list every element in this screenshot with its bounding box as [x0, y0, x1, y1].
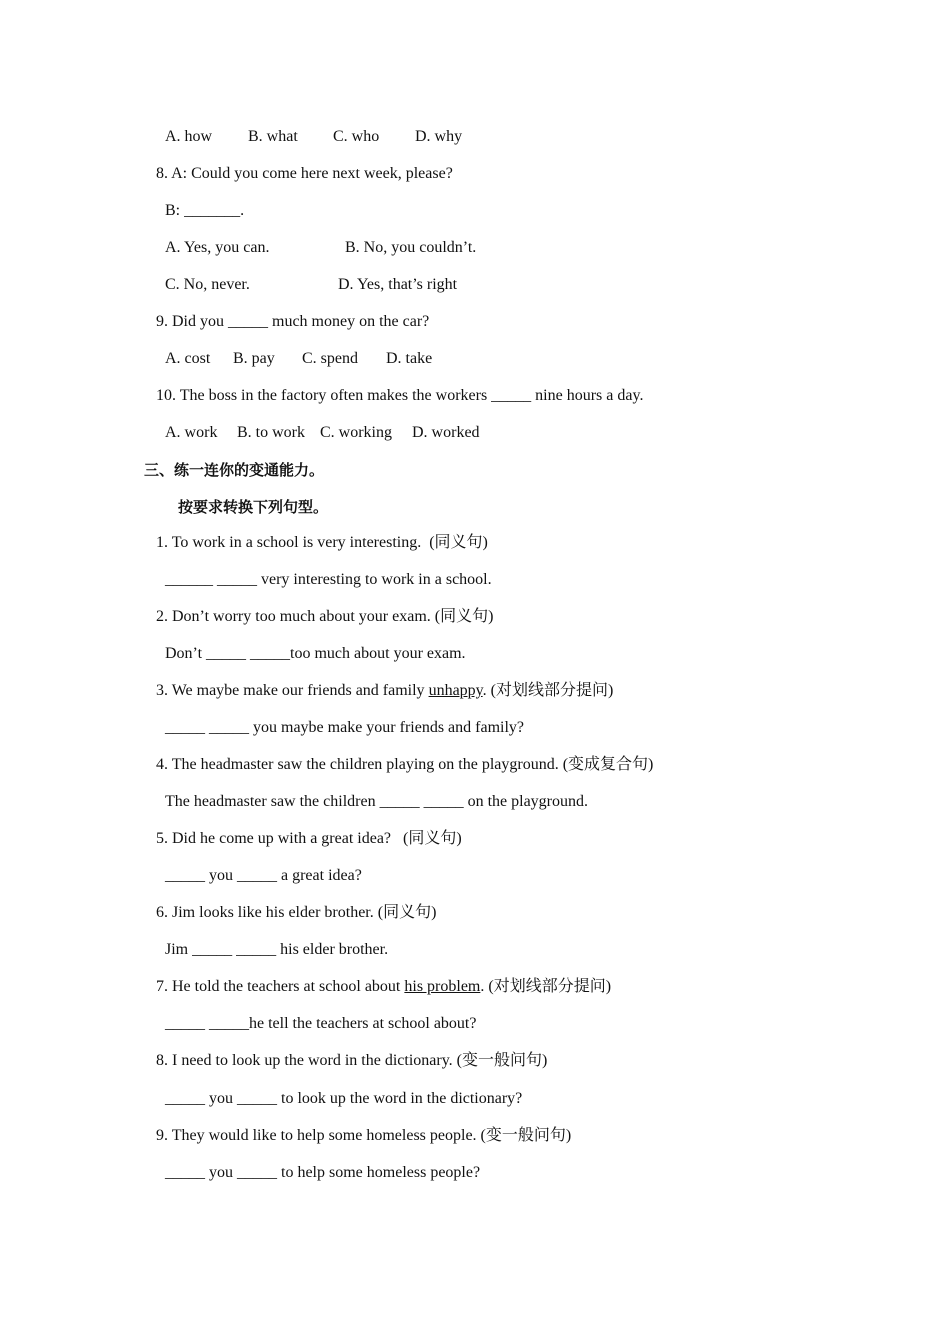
q8-option-c: C. No, never.: [165, 276, 250, 293]
item-3-question: [156, 681, 613, 701]
item-7-underlined: his problem: [404, 978, 481, 995]
q7-option-c: C. who: [333, 128, 380, 145]
item-2-question: 2. Don’t worry too much about your exam. (同义句): [156, 608, 494, 625]
item-6-question: 6. Jim looks like his elder brother. (同义句): [156, 904, 437, 921]
item-8-question: 8. I need to look up the word in the dictionary. (变一般问句): [156, 1052, 548, 1069]
q7-option-a: A. how: [165, 128, 213, 145]
q9-option-c: C. spend: [302, 350, 358, 367]
item-3-answer-line: _____ _____ you maybe make your friends and family?: [165, 719, 525, 736]
item-3-underlined: unhappy: [428, 682, 483, 699]
item-6-answer-line: Jim _____ _____ his elder brother.: [165, 941, 389, 958]
q8-option-a: A. Yes, you can.: [165, 239, 270, 256]
q8-option-b: B. No, you couldn’t.: [345, 239, 477, 256]
q9-stem: 9. Did you _____ much money on the car?: [156, 313, 430, 330]
q7-option-d: D. why: [415, 128, 463, 145]
item-1-question: 1. To work in a school is very interesting. (同义句): [156, 534, 488, 551]
q10-option-b: B. to work: [237, 424, 305, 441]
section-instruction: 按要求转换下列句型。: [178, 498, 329, 516]
q8-stem: 8. A: Could you come here next week, please?: [156, 165, 453, 182]
item-9-question: 9. They would like to help some homeless people. (变一般问句): [156, 1127, 572, 1144]
q10-stem: 10. The boss in the factory often makes the workers _____ nine hours a day.: [156, 387, 644, 404]
q9-option-b: B. pay: [233, 350, 275, 367]
item-2-answer-line: Don’t _____ _____too much about your exam.: [165, 645, 466, 662]
item-7-question: [156, 977, 611, 997]
item-7-answer-line: _____ _____he tell the teachers at school about?: [165, 1015, 477, 1032]
q9-option-d: D. take: [386, 350, 433, 367]
item-1-answer-line: ______ _____ very interesting to work in a school.: [165, 571, 492, 588]
q10-option-d: D. worked: [412, 424, 480, 441]
item-9-answer-line: _____ you _____ to help some homeless people?: [165, 1164, 481, 1181]
q8-b-line: B: _______.: [165, 202, 245, 219]
item-8-answer-line: _____ you _____ to look up the word in the dictionary?: [165, 1090, 523, 1107]
item-4-answer-line: The headmaster saw the children _____ _____ on the playground.: [165, 793, 588, 810]
item-5-answer-line: _____ you _____ a great idea?: [165, 867, 362, 884]
item-3-question-pre: 3. We maybe make our friends and family: [156, 682, 429, 699]
q9-option-a: A. cost: [165, 350, 211, 367]
item-5-question: 5. Did he come up with a great idea? (同义句): [156, 830, 462, 847]
item-7-question-pre: 7. He told the teachers at school about: [156, 978, 405, 995]
section-title: 三、练一连你的变通能力。: [144, 461, 325, 479]
q10-option-a: A. work: [165, 424, 218, 441]
item-4-question: 4. The headmaster saw the children playing on the playground. (变成复合句): [156, 756, 654, 773]
item-7-question-post: . (对划线部分提问): [480, 978, 612, 995]
item-3-question-post: . (对划线部分提问): [482, 682, 614, 699]
q10-option-c: C. working: [320, 424, 392, 441]
q7-option-b: B. what: [248, 128, 298, 145]
q8-option-d: D. Yes, that’s right: [338, 276, 458, 293]
